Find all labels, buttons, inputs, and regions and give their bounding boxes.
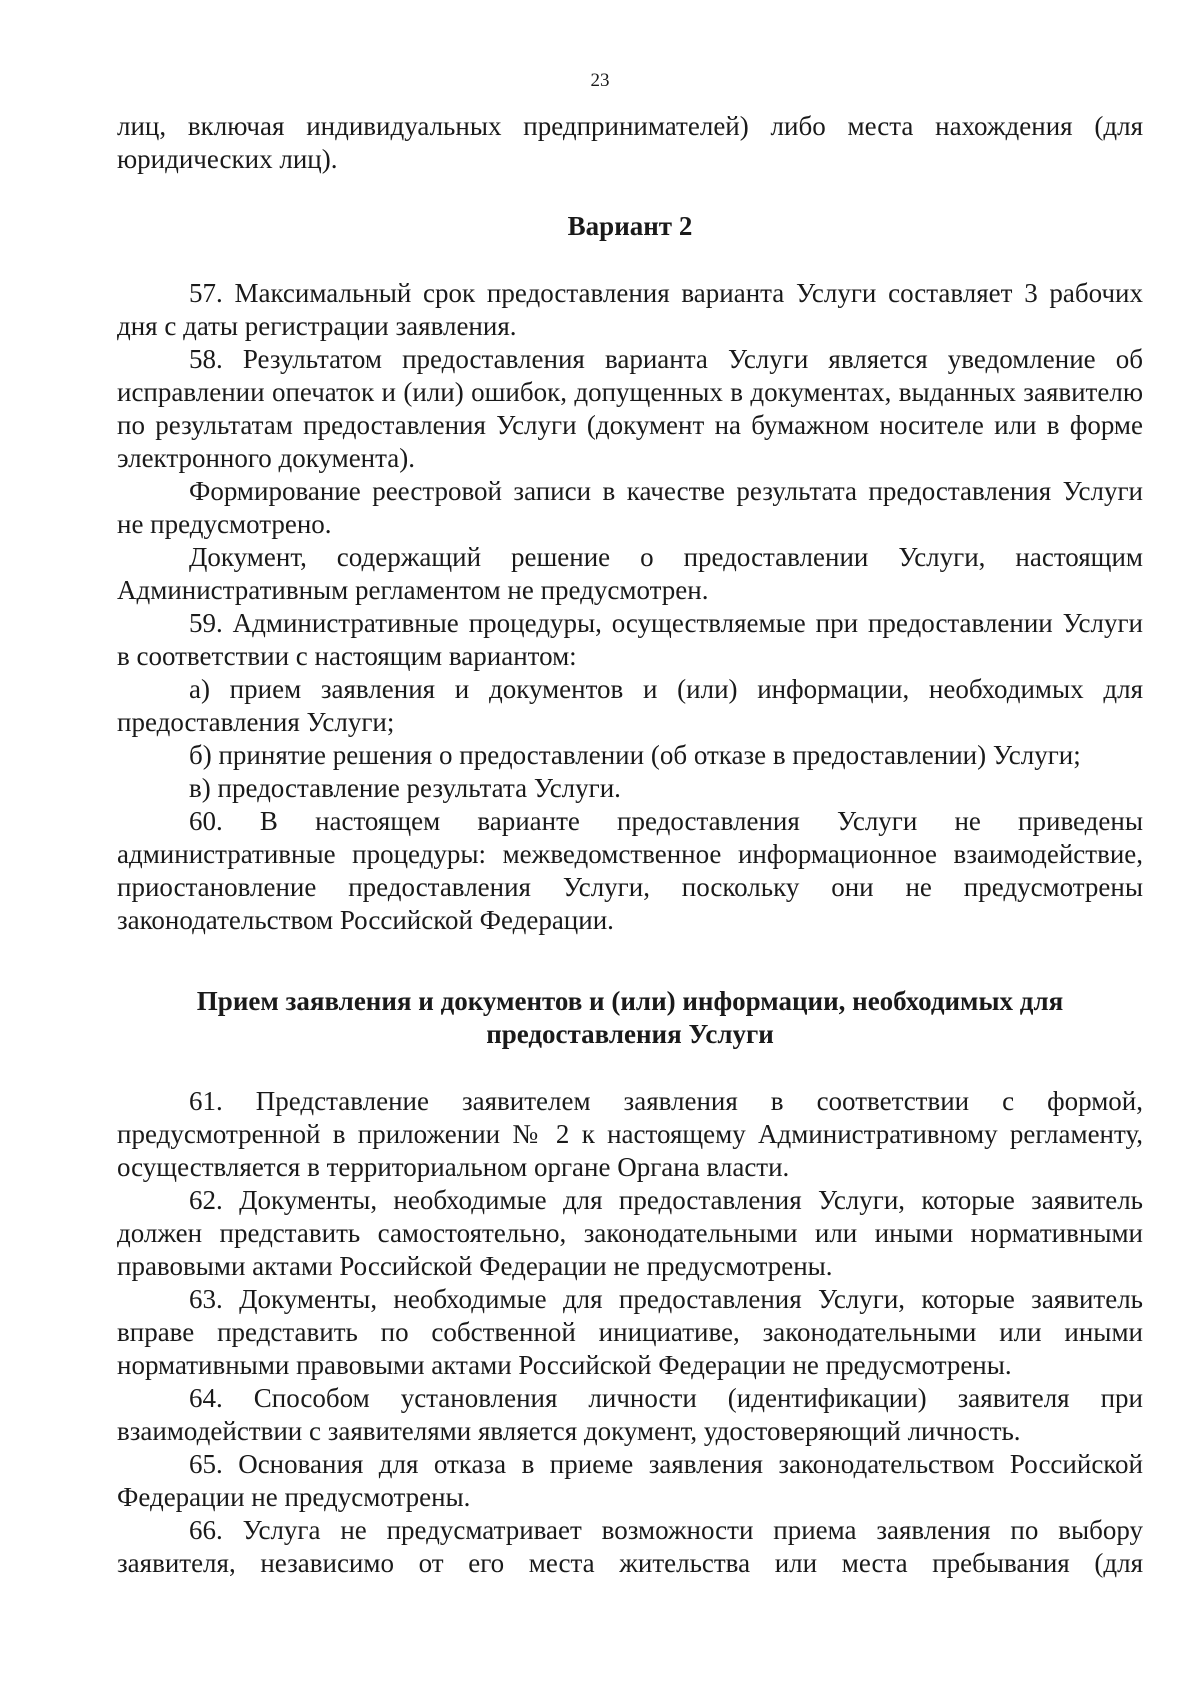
document-body (117, 110, 1143, 1580)
list-item-a: а) прием заявления и документов и (или) информации, необходимых для предоставления Услуги; (117, 674, 1143, 737)
paragraph-registry-record: Формирование реестровой записи в качестве результата предоставления Услуги не предусмотрено. (117, 476, 1143, 539)
paragraph-58: 58. Результатом предоставления варианта Услуги является уведомление об исправлении опечаток и (или) ошибок, допущенных в документах, выданных заявителю по результатам предоставления Услуги (документ на бумажном носителе или в форме электронного документа). (117, 344, 1143, 473)
paragraph-64: 64. Способом установления личности (идентификации) заявителя при взаимодействии с заявителями является документ, удостоверяющий личность. (117, 1383, 1143, 1446)
paragraph-62: 62. Документы, необходимые для предоставления Услуги, которые заявитель должен представить самостоятельно, законодательными или иными нормативными правовыми актами Российской Федерации не предусмотрены. (117, 1185, 1143, 1281)
paragraph-60: 60. В настоящем варианте предоставления Услуги не приведены административные процедуры: межведомственное информационное взаимодействие, приостановление предоставления Услуги, поскольку они не предусмотрены законодательством Российской Федерации. (117, 806, 1143, 935)
paragraph-63: 63. Документы, необходимые для предоставления Услуги, которые заявитель вправе представить по собственной инициативе, законодательными или иными нормативными правовыми актами Российской Федерации не предусмотрены. (117, 1284, 1143, 1380)
list-item-c: в) предоставление результата Услуги. (189, 773, 621, 803)
list-item-b: б) принятие решения о предоставлении (об отказе в предоставлении) Услуги; (189, 740, 1081, 770)
reception-section (117, 1085, 1143, 1580)
paragraph-65: 65. Основания для отказа в приеме заявления законодательством Российской Федерации не предусмотрены. (117, 1449, 1143, 1512)
paragraph-59: 59. Административные процедуры, осуществляемые при предоставлении Услуги в соответствии с настоящим вариантом: (117, 608, 1143, 671)
paragraph-57: 57. Максимальный срок предоставления варианта Услуги составляет 3 рабочих дня с даты регистрации заявления. (117, 278, 1143, 341)
paragraph-decision-document: Документ, содержащий решение о предоставлении Услуги, настоящим Административным регламентом не предусмотрен. (117, 542, 1143, 605)
section-heading: Прием заявления и документов и (или) информации, необходимых для предоставления Услуги (196, 986, 1064, 1049)
paragraph-66: 66. Услуга не предусматривает возможности приема заявления по выбору заявителя, независимо от его места жительства или места пребывания (для (117, 1515, 1143, 1578)
paragraph-61: 61. Представление заявителем заявления в соответствии с формой, предусмотренной в приложении № 2 к настоящему Административному регламенту, осуществляется в территориальном органе Органа власти. (117, 1086, 1143, 1182)
variant-section (117, 277, 1143, 937)
intro-paragraph: лиц, включая индивидуальных предпринимателей) либо места нахождения (для юридических лиц). (117, 111, 1143, 174)
page-number: 23 (590, 70, 610, 91)
variant-heading: Вариант 2 (567, 211, 693, 241)
